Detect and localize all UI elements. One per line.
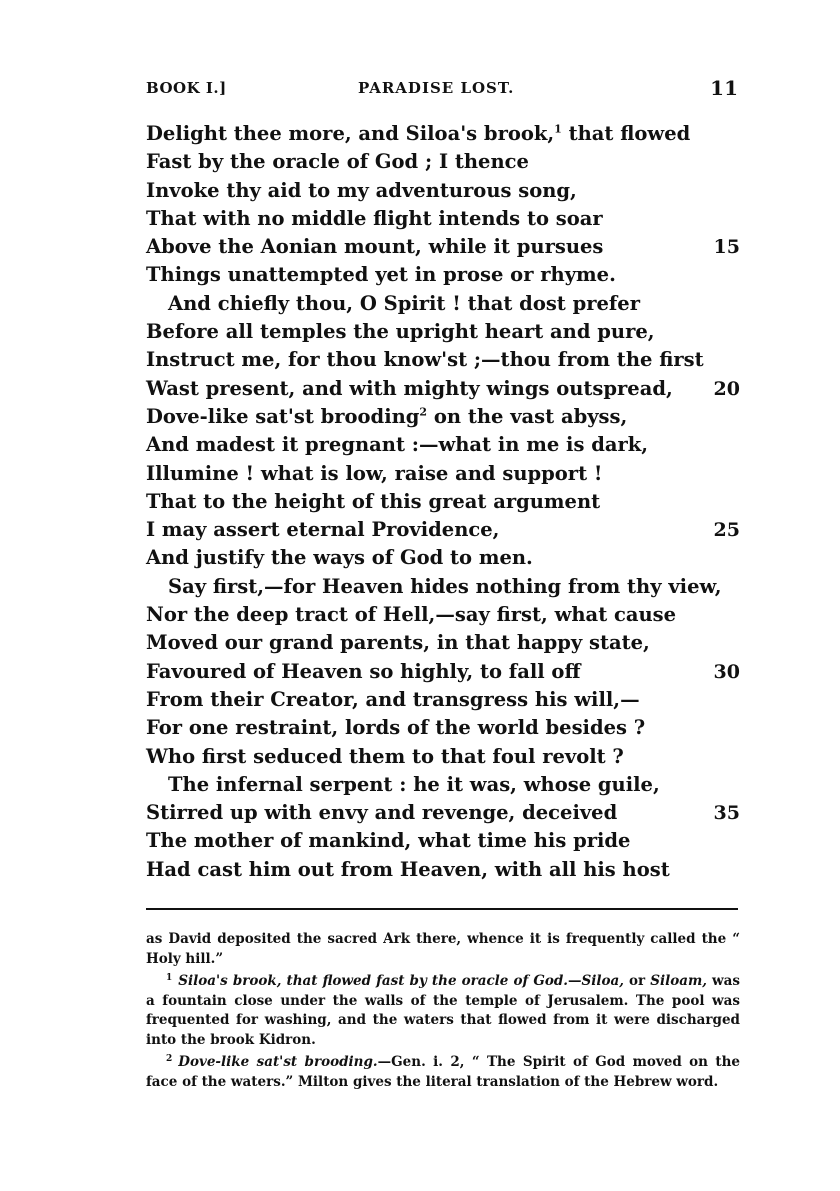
poem-line [146, 318, 746, 346]
poem-line-text: that flowed [561, 122, 691, 145]
footnote-continuation-text: as David deposited the sacred Ark there, whence it is frequently called the “ Holy hill.” [146, 931, 740, 967]
footnote-lemma: Siloa's brook, that flowed fast by the oracle of God. [178, 973, 568, 989]
running-title: PARADISE LOST. [358, 79, 515, 97]
running-header [146, 76, 738, 100]
poem-line [146, 686, 746, 714]
poem-line-text: Things unattempted yet in prose or rhyme. [146, 263, 616, 287]
poem-line [146, 233, 746, 261]
book-label: BOOK I.] [146, 79, 227, 97]
poem-line [146, 714, 746, 742]
poem-line-text: Say first,—for Heaven hides nothing from thy view, [168, 574, 722, 598]
poem-line-text: Favoured of Heaven so highly, to fall off [146, 659, 581, 683]
poem-line [146, 827, 746, 855]
poem-line-text: on the vast abyss, [427, 404, 628, 428]
footnotes [146, 930, 740, 1095]
poem-line-text: That with no middle flight intends to soar [146, 206, 603, 230]
poem-line-text: That to the height of this great argument [146, 489, 601, 513]
poem-line-text: For one restraint, lords of the world besides ? [146, 716, 646, 740]
poem-line-text: The mother of mankind, what time his pride [146, 829, 631, 853]
poem-line-text: I may assert eternal Providence, [146, 518, 500, 542]
poem-line-text: Dove-like sat'st brooding [146, 404, 420, 428]
poem-line [146, 856, 746, 884]
poem-line-text: Fast by the oracle of God ; I thence [146, 150, 529, 174]
page-number: 11 [710, 76, 738, 100]
poem-line-text: Before all temples the upright heart and pure, [146, 320, 655, 344]
poem-line [146, 261, 746, 289]
poem-line-text: Invoke thy aid to my adventurous song, [146, 178, 577, 202]
poem-line-text: The infernal serpent : he it was, whose guile, [168, 772, 660, 796]
poem-line-text: Wast present, and with mighty wings outspread, [146, 376, 673, 400]
poem-line [146, 658, 746, 686]
poem-line [146, 148, 746, 176]
poem-line [146, 743, 746, 771]
footnote-or: or [623, 973, 651, 989]
poem-line [146, 346, 746, 374]
poem-line [146, 601, 746, 629]
poem-line-text: And justify the ways of God to men. [146, 546, 533, 570]
poem-line [146, 290, 746, 318]
poem-line-text: Stirred up with envy and revenge, deceived [146, 801, 618, 825]
poem-line-text: And chiefly thou, O Spirit ! that dost prefer [168, 291, 640, 315]
poem-line-text: Above the Aonian mount, while it pursues [146, 235, 604, 259]
footnote-reference: 2 [419, 405, 428, 419]
poem-line-text: Had cast him out from Heaven, with all his host [146, 857, 670, 881]
footnote-dash: — [568, 973, 582, 989]
poem-line [146, 460, 746, 488]
footnote-text: —Gen. i. 2, “ The Spirit of God moved on the face of the waters.” Milton gives the literal translation of the Hebrew word. [146, 1054, 740, 1090]
poem-line [146, 375, 746, 403]
line-number: 20 [713, 377, 740, 400]
poem-line [146, 799, 746, 827]
poem-line-text: Delight thee more, and Siloa's brook, [146, 122, 555, 145]
poem-line-text: Who first seduced them to that foul revolt ? [146, 744, 624, 768]
poem-line [146, 629, 746, 657]
footnote-text: was a fountain close under the walls of the temple of Jerusalem. The pool was frequented for washing, and the waters that flowed from it were discharged into the brook Kidron. [146, 973, 740, 1048]
footnote-name: Siloam, [650, 973, 707, 989]
poem-line [146, 771, 746, 799]
poem-line-text: Moved our grand parents, in that happy state, [146, 631, 650, 655]
poem-line-text: From their Creator, and transgress his will,— [146, 687, 640, 711]
poem-line [146, 177, 746, 205]
poem-line [146, 488, 746, 516]
poem-text [146, 120, 746, 884]
footnote-reference: 1 [554, 122, 562, 136]
footnote-mark: 2 [166, 1053, 173, 1064]
poem-line [146, 544, 746, 572]
poem-line [146, 120, 746, 148]
poem-line [146, 431, 746, 459]
line-number: 35 [713, 802, 740, 825]
poem-line [146, 205, 746, 233]
line-number: 25 [713, 519, 740, 542]
poem-line-text: Instruct me, for thou know'st ;—thou from the first [146, 348, 704, 372]
poem-line [146, 516, 746, 544]
footnote-name: Siloa, [581, 973, 624, 989]
line-number: 15 [713, 236, 740, 259]
line-number: 30 [713, 660, 740, 683]
footnote-mark: 1 [166, 972, 173, 983]
footnote-continuation [146, 930, 740, 969]
footnote-1 [146, 972, 740, 1050]
poem-line-text: Illumine ! what is low, raise and support ! [146, 461, 603, 485]
footnote-2 [146, 1053, 740, 1092]
poem-line-text: And madest it pregnant :—what in me is dark, [146, 433, 649, 457]
footnote-rule [146, 908, 738, 910]
poem-line-text: Nor the deep tract of Hell,—say first, what cause [146, 603, 677, 627]
poem-line [146, 573, 746, 601]
footnote-lemma: Dove-like sat'st brooding. [178, 1054, 378, 1070]
poem-line [146, 403, 746, 431]
